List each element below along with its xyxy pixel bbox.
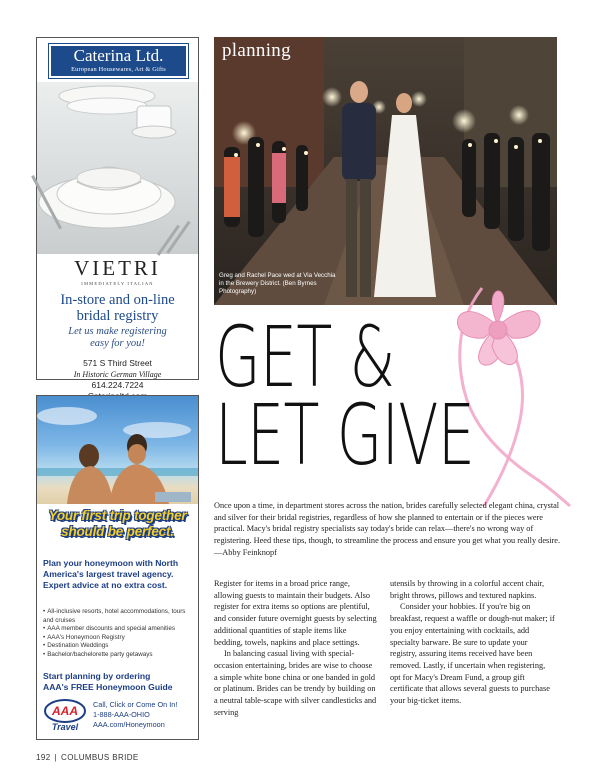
headline-line1: GET & bbox=[215, 308, 395, 406]
beach-couple-illustration bbox=[37, 396, 198, 504]
registry-tagline bbox=[37, 326, 198, 350]
caterina-logo-banner bbox=[49, 44, 188, 78]
article-paragraph: Consider your hobbies. If you're big on breakfast, request a waffle or dough-nut maker; if you enjoy entertaining with cocktails, add specialty barware. Be sure to update your registry, assuring items received have been removed. Lastly, if uncertain when registering, opt for Macy's Dream Fund, a group gift certificate that allows several guests to purchase your big-ticket items. bbox=[390, 602, 555, 706]
list-item: • AAA's Honeymoon Registry bbox=[43, 634, 195, 643]
aaa-phone: 1-888-AAA-OHIO bbox=[93, 710, 150, 719]
aaa-call-to-action bbox=[43, 671, 195, 692]
page-number: 192 bbox=[36, 753, 51, 762]
photo-caption: Greg and Rachel Pace wed at Via Vecchia in the Brewery District. (Ben Byrnes Photography) bbox=[219, 272, 336, 296]
wedding-photo bbox=[214, 37, 557, 305]
vietri-subtitle: IMMEDIATELY ITALIAN bbox=[81, 281, 154, 286]
headline-line2: LET GIVE bbox=[215, 386, 475, 484]
publication-name: COLUMBUS BRIDE bbox=[61, 753, 139, 762]
article-paragraph: Register for items in a broad price range, allowing guests to maintain their budgets. Also register for extra items so options are plentiful, and consider future overnight guests by selecting additional quantities of staple items like bedding, towels, napkins and place settings. bbox=[214, 579, 377, 647]
aaa-cta-line1: Start planning by ordering bbox=[43, 671, 151, 681]
list-item: • Destination Weddings bbox=[43, 642, 195, 651]
aaa-contact-line1: Call, Click or Come On In! bbox=[93, 700, 178, 709]
dinnerware-photo bbox=[37, 82, 198, 254]
aaa-logo bbox=[43, 698, 87, 732]
caterina-ad bbox=[36, 37, 199, 390]
article-column-1 bbox=[214, 578, 377, 718]
store-address: 571 S Third Street bbox=[83, 358, 152, 368]
page-folio bbox=[36, 753, 139, 762]
registry-headline-line2: bridal registry bbox=[76, 308, 159, 324]
aaa-contact bbox=[93, 700, 197, 730]
aaa-cta-line2: AAA's FREE Honeymoon Guide bbox=[43, 681, 173, 692]
registry-tagline-line1: Let us make registering bbox=[68, 326, 167, 337]
store-phone: 614.224.7224 bbox=[91, 380, 144, 390]
list-item: • AAA member discounts and special amenities bbox=[43, 625, 195, 634]
article-lede: Once upon a time, in department stores across the nation, brides carefully selected elegant china, crystal and silver for their bridal registries, regardless of how she planned to entertain or if the pieces were practical. Macy's bridal registry specialists say today's bride can relax—there's no wrong way of registering. Heed these tips, though, to streamline the process and ensure you get what you really desire. —Abby Feinknopf bbox=[214, 501, 561, 557]
registry-headline bbox=[37, 292, 198, 324]
caterina-tagline: European Housewares, Art & Gifts bbox=[71, 66, 166, 73]
registry-tagline-line2: easy for you! bbox=[90, 338, 145, 349]
article-column-2 bbox=[390, 578, 556, 707]
aaa-ad bbox=[36, 395, 199, 740]
aaa-benefits-list bbox=[43, 608, 195, 660]
wedding-illustration bbox=[214, 37, 557, 305]
aaa-headline-line2: should be perfect. bbox=[61, 524, 174, 539]
registry-headline-line1: In-store and on-line bbox=[60, 292, 175, 308]
aaa-body-text: Plan your honeymoon with North America's largest travel agency. Expert advice at no extra cost. bbox=[43, 558, 179, 590]
section-label: planning bbox=[222, 40, 291, 61]
caterina-brand: Caterina Ltd. bbox=[73, 46, 164, 65]
aaa-website: AAA.com/Honeymoon bbox=[93, 720, 165, 729]
aaa-headline bbox=[41, 508, 194, 540]
article-paragraph: utensils by throwing in a colorful accent chair, bright throws, pillows and textured napkins. bbox=[390, 579, 545, 600]
beach-couple-photo bbox=[37, 396, 198, 504]
aaa-headline-line1: Your first trip together bbox=[48, 508, 187, 523]
aaa-logo-text: AAA bbox=[52, 704, 78, 718]
dinnerware-illustration bbox=[37, 82, 198, 254]
article-paragraph: In balancing casual living with special-occasion entertaining, brides are wise to choose a simple white bone china or one banded in gold or platinum. Brides can be trendy by building on a neutral table-scape with silver candlesticks and serving bbox=[214, 649, 377, 717]
list-item: • All-inclusive resorts, hotel accommodations, tours and cruises bbox=[43, 608, 195, 625]
aaa-logo-subtext: Travel bbox=[51, 722, 79, 732]
folio-separator: | bbox=[54, 753, 58, 762]
article-headline bbox=[215, 308, 475, 484]
vietri-logo: VIETRI bbox=[74, 256, 161, 280]
list-item: • Bachelor/bachelorette party getaways bbox=[43, 651, 195, 660]
store-area: In Historic German Village bbox=[73, 370, 162, 379]
